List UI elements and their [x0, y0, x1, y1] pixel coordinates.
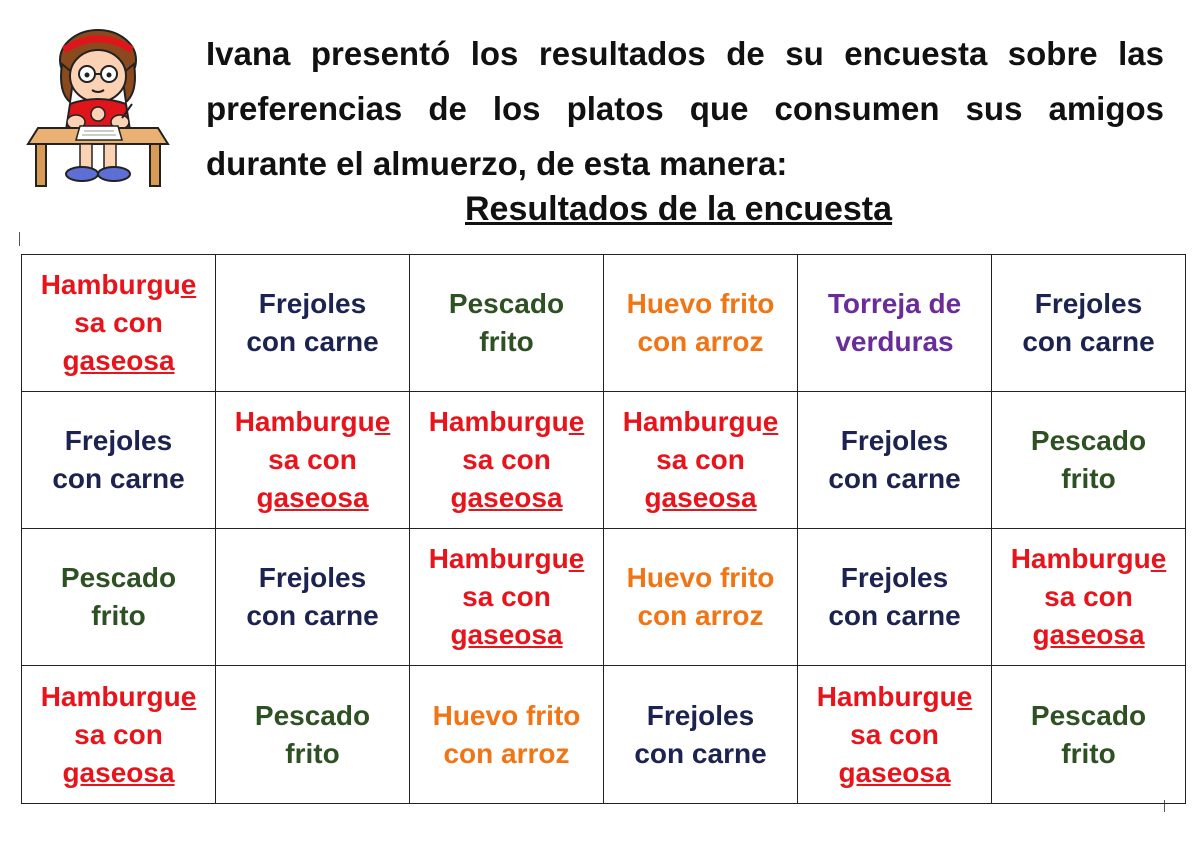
- dish-label-line: Frejoles: [258, 562, 367, 593]
- dish-label-line: Pescado: [1030, 699, 1147, 731]
- dish-label-line: Hamburgue: [622, 406, 779, 437]
- dish-label-line: con carne: [634, 737, 767, 769]
- dish-label-line: Frejoles: [258, 288, 367, 319]
- dish-label-line: gaseosa: [62, 345, 175, 376]
- survey-cell-huevo: [410, 666, 604, 804]
- table-row: [22, 392, 1186, 529]
- survey-cell-pescado: [22, 529, 216, 666]
- girl-writing-at-desk-icon: [18, 22, 178, 192]
- dish-label-line: frito: [1061, 737, 1116, 769]
- survey-cell-hamburguesa: [22, 666, 216, 804]
- dish-label-line: Pescado: [448, 288, 565, 319]
- dish-label-line: Frejoles: [840, 562, 949, 593]
- dish-label-line: gaseosa: [838, 756, 951, 788]
- dish-label-line: Pescado: [1030, 425, 1147, 456]
- margin-mark: [19, 232, 20, 246]
- intro-line: durante el almuerzo, de esta manera:: [206, 145, 788, 182]
- survey-cell-frejoles: [22, 392, 216, 529]
- survey-cell-pescado: [992, 666, 1186, 804]
- dish-label-line: gaseosa: [644, 482, 757, 513]
- dish-label-line: con arroz: [637, 326, 764, 357]
- survey-cell-pescado: [216, 666, 410, 804]
- intro-line: preferencias de los platos que consumen sus amigos: [206, 90, 1164, 127]
- dish-label-line: Frejoles: [840, 425, 949, 456]
- dish-label-line: sa con: [74, 718, 163, 750]
- page-title: Resultados de la encuesta: [465, 190, 893, 228]
- intro-line: Ivana presentó los resultados de su encuesta sobre las: [206, 35, 1164, 72]
- dish-label-line: sa con: [656, 444, 745, 475]
- survey-cell-hamburguesa: [410, 392, 604, 529]
- intro-paragraph: [206, 26, 1164, 191]
- dish-label-line: sa con: [74, 307, 163, 338]
- dish-label-line: frito: [479, 326, 534, 357]
- survey-results-table: [21, 254, 1186, 804]
- dish-label-line: gaseosa: [450, 619, 563, 650]
- dish-label-line: verduras: [835, 326, 954, 357]
- survey-cell-huevo: [604, 529, 798, 666]
- dish-label-line: sa con: [268, 444, 357, 475]
- survey-cell-hamburguesa: [604, 392, 798, 529]
- survey-cell-huevo: [604, 255, 798, 392]
- dish-label-line: sa con: [1044, 581, 1133, 612]
- dish-label-line: Hamburgue: [816, 680, 973, 712]
- survey-cell-hamburguesa: [22, 255, 216, 392]
- survey-cell-hamburguesa: [216, 392, 410, 529]
- dish-label-line: con carne: [246, 600, 379, 631]
- dish-label-line: Hamburgue: [40, 680, 197, 712]
- survey-cell-frejoles: [604, 666, 798, 804]
- dish-label-line: frito: [1061, 463, 1116, 494]
- dish-label-line: Hamburgue: [40, 269, 197, 300]
- dish-label-line: Frejoles: [646, 699, 755, 731]
- dish-label-line: sa con: [462, 581, 551, 612]
- survey-cell-frejoles: [216, 255, 410, 392]
- table-row: [22, 255, 1186, 392]
- dish-label-line: con carne: [828, 600, 961, 631]
- survey-cell-hamburguesa: [992, 529, 1186, 666]
- dish-label-line: sa con: [462, 444, 551, 475]
- survey-cell-pescado: [992, 392, 1186, 529]
- dish-label-line: con carne: [1022, 326, 1155, 357]
- dish-label-line: frito: [91, 600, 146, 631]
- dish-label-line: con arroz: [443, 737, 570, 769]
- survey-cell-frejoles: [798, 529, 992, 666]
- survey-cell-torreja: [798, 255, 992, 392]
- dish-label-line: Frejoles: [64, 425, 173, 456]
- survey-cell-frejoles: [992, 255, 1186, 392]
- dish-label-line: Huevo frito: [626, 288, 775, 319]
- dish-label-line: con arroz: [637, 600, 764, 631]
- dish-label-line: Huevo frito: [432, 699, 581, 731]
- dish-label-line: Pescado: [60, 562, 177, 593]
- survey-cell-pescado: [410, 255, 604, 392]
- dish-label-line: Hamburgue: [1010, 543, 1167, 574]
- dish-label-line: gaseosa: [450, 482, 563, 513]
- survey-cell-hamburguesa: [410, 529, 604, 666]
- dish-label-line: gaseosa: [1032, 619, 1145, 650]
- dish-label-line: gaseosa: [62, 756, 175, 788]
- dish-label-line: sa con: [850, 718, 939, 750]
- dish-label-line: frito: [285, 737, 340, 769]
- dish-label-line: Huevo frito: [626, 562, 775, 593]
- dish-label-line: gaseosa: [256, 482, 369, 513]
- dish-label-line: Hamburgue: [428, 543, 585, 574]
- dish-label-line: con carne: [828, 463, 961, 494]
- table-row: [22, 529, 1186, 666]
- survey-cell-frejoles: [216, 529, 410, 666]
- dish-label-line: Frejoles: [1034, 288, 1143, 319]
- dish-label-line: con carne: [246, 326, 379, 357]
- dish-label-line: Pescado: [254, 699, 371, 731]
- dish-label-line: Torreja de: [827, 288, 962, 319]
- survey-cell-frejoles: [798, 392, 992, 529]
- dish-label-line: con carne: [52, 463, 185, 494]
- survey-cell-hamburguesa: [798, 666, 992, 804]
- table-row: [22, 666, 1186, 804]
- dish-label-line: Hamburgue: [234, 406, 391, 437]
- dish-label-line: Hamburgue: [428, 406, 585, 437]
